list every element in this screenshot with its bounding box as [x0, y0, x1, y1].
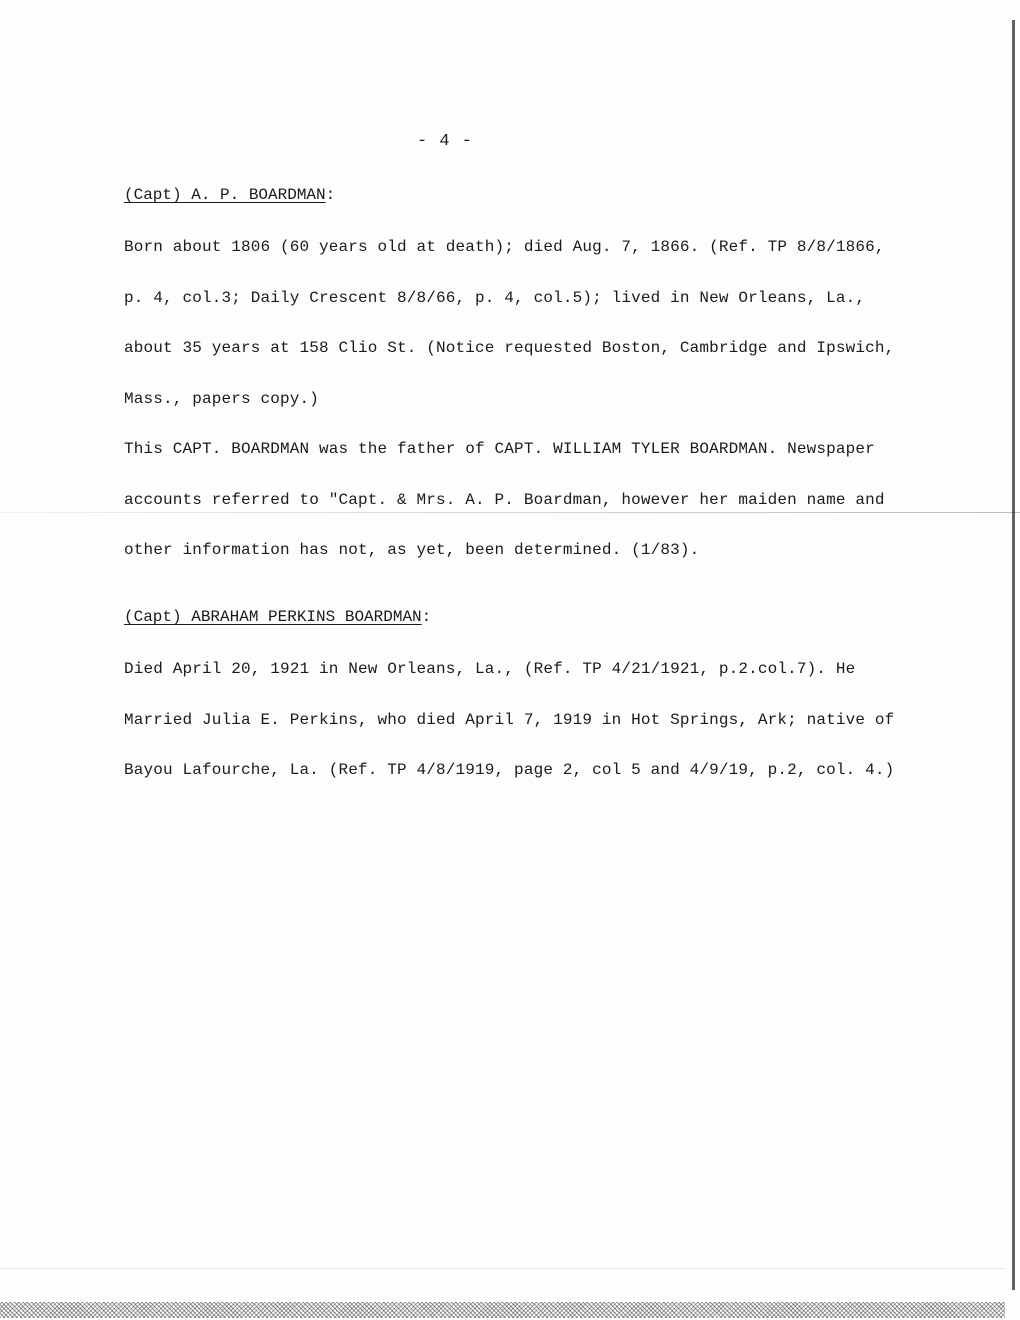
entry-paragraph: Born about 1806 (60 years old at death); died Aug. 7, 1866. (Ref. TP 8/8/1866, p. 4, col.3; Daily Crescent 8/8/66, p. 4, col.5); lived in New Orleans, La., about 35 years at 158 Clio St. (Notice requested Boston, Cambridge and Ipswich, Mass., papers copy.): [124, 238, 895, 408]
entry-heading-colon: :: [421, 608, 432, 626]
entry-heading: [124, 608, 431, 626]
entry-paragraph: Died April 20, 1921 in New Orleans, La., (Ref. TP 4/21/1921, p.2.col.7). He Married Julia E. Perkins, who died April 7, 1919 in Hot Springs, Ark; native of Bayou Lafourche, La. (Ref. TP 4/8/1919, page 2, col 5 and 4/9/19, p.2, col. 4.): [124, 660, 895, 779]
page-edge-shadow: [1012, 20, 1015, 1290]
scan-noise-strip: [0, 1302, 1005, 1318]
page-number: - 4 -: [416, 132, 473, 151]
entry-heading-title: (Capt) A. P. BOARDMAN: [124, 186, 326, 204]
entry-heading: [124, 186, 335, 204]
entry-heading-colon: :: [325, 186, 336, 204]
entry-heading-title: (Capt) ABRAHAM PERKINS BOARDMAN: [124, 608, 422, 626]
entry-paragraph: This CAPT. BOARDMAN was the father of CAPT. WILLIAM TYLER BOARDMAN. Newspaper accounts referred to "Capt. & Mrs. A. P. Boardman, however her maiden name and other information has not, as yet, been determined. (1/83).: [124, 440, 885, 559]
bottom-rule: [0, 1268, 1005, 1269]
